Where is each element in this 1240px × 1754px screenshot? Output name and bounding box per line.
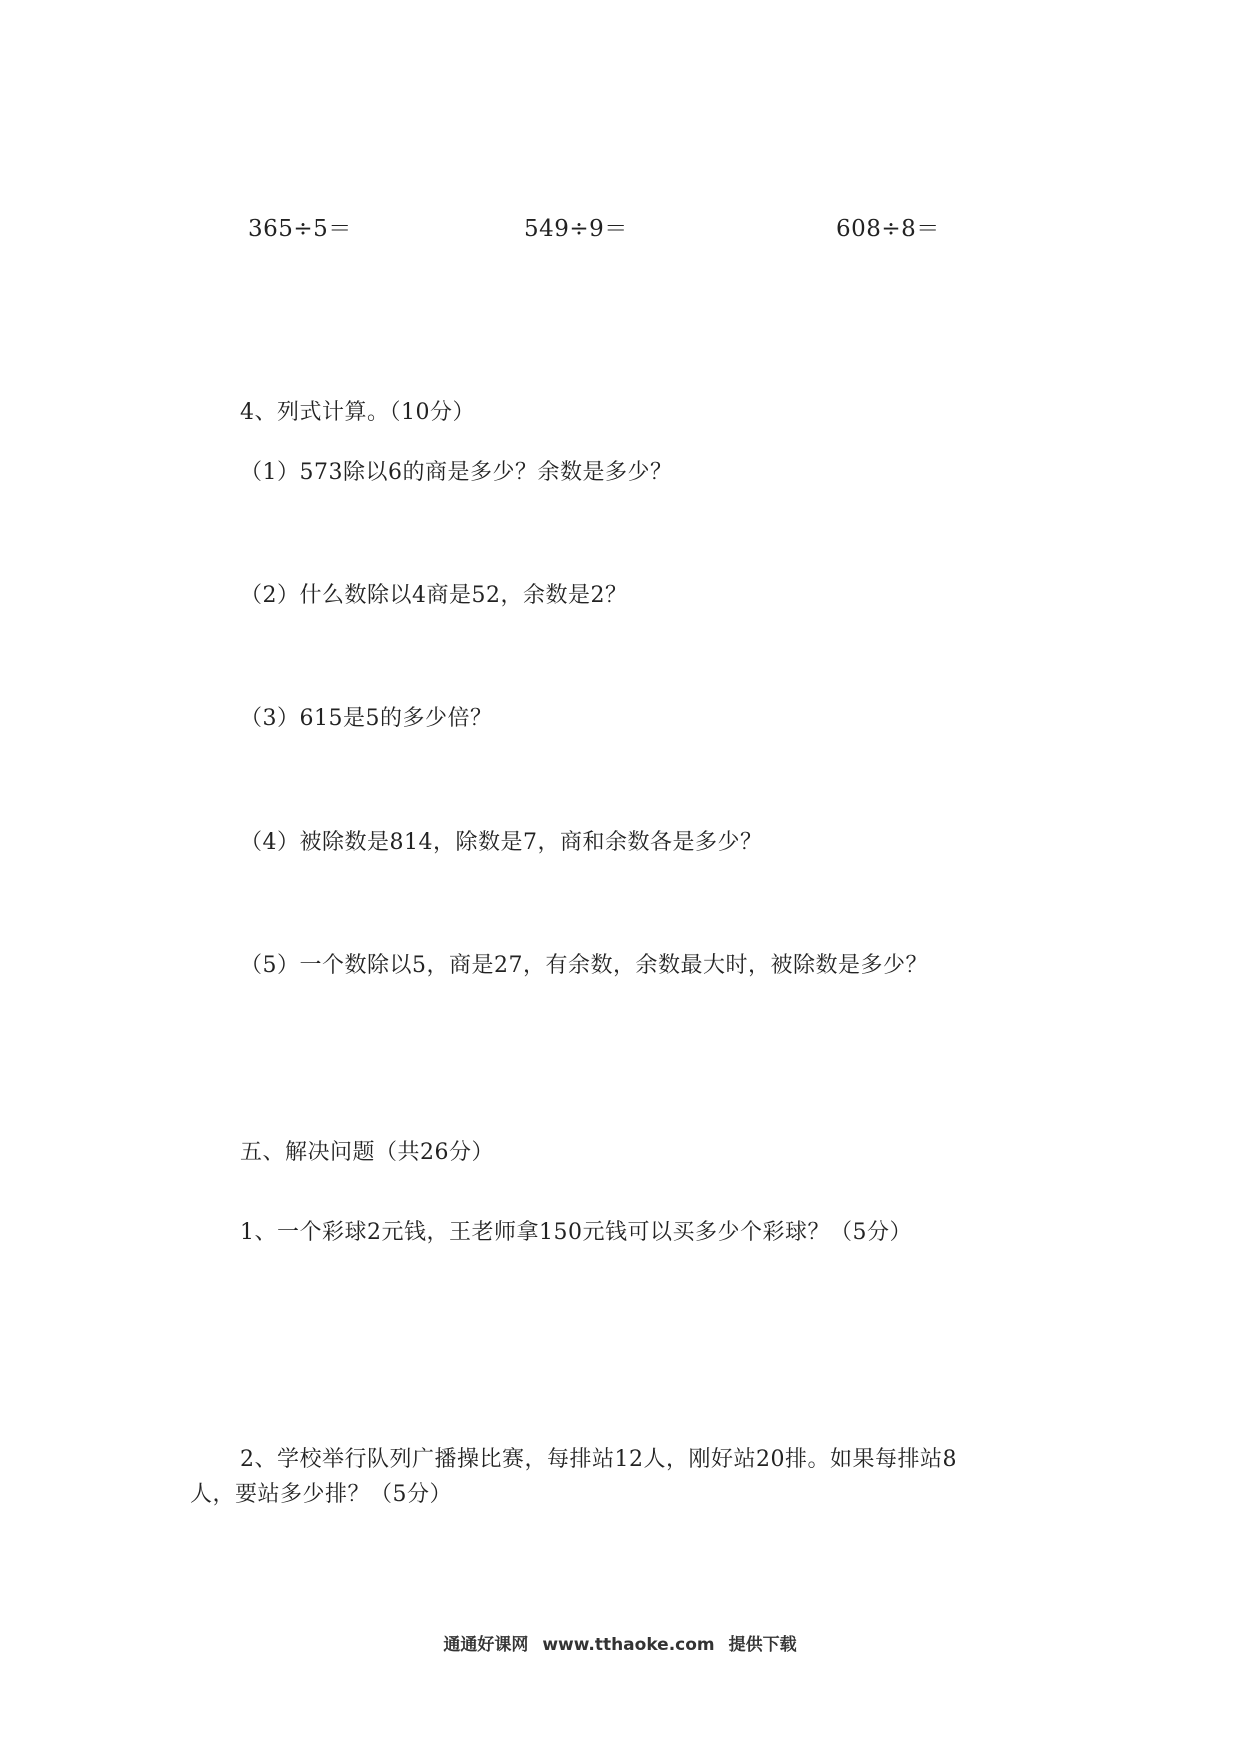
equation-2: 549÷9＝ — [524, 216, 628, 242]
question-4-5: （5）一个数除以5，商是27，有余数，余数最大时，被除数是多少？ — [240, 953, 928, 978]
equation-1: 365÷5＝ — [248, 216, 352, 242]
footer-url: www.tthaoke.com — [542, 1635, 715, 1655]
section-5-title: 五、解决问题（共26分） — [240, 1140, 494, 1165]
question-4-1: （1）573除以6的商是多少？余数是多少？ — [240, 460, 673, 485]
problem-2-line-2: 人，要站多少排？（5分） — [190, 1482, 452, 1507]
section-4-title: 4、列式计算。（10分） — [240, 400, 475, 425]
problem-2-line-1: 2、学校举行队列广播操比赛，每排站12人，刚好站20排。如果每排站8 — [240, 1447, 957, 1472]
problem-1: 1、一个彩球2元钱，王老师拿150元钱可以买多少个彩球？（5分） — [240, 1220, 912, 1245]
equation-3: 608÷8＝ — [836, 216, 940, 242]
page-footer — [0, 1630, 1240, 1655]
footer-suffix: 提供下载 — [728, 1635, 797, 1655]
question-4-2: （2）什么数除以4商是52，余数是2？ — [240, 583, 628, 608]
footer-site-name: 通通好课网 — [443, 1635, 529, 1655]
question-4-3: （3）615是5的多少倍？ — [240, 706, 493, 731]
question-4-4: （4）被除数是814，除数是7，商和余数各是多少？ — [240, 830, 763, 855]
